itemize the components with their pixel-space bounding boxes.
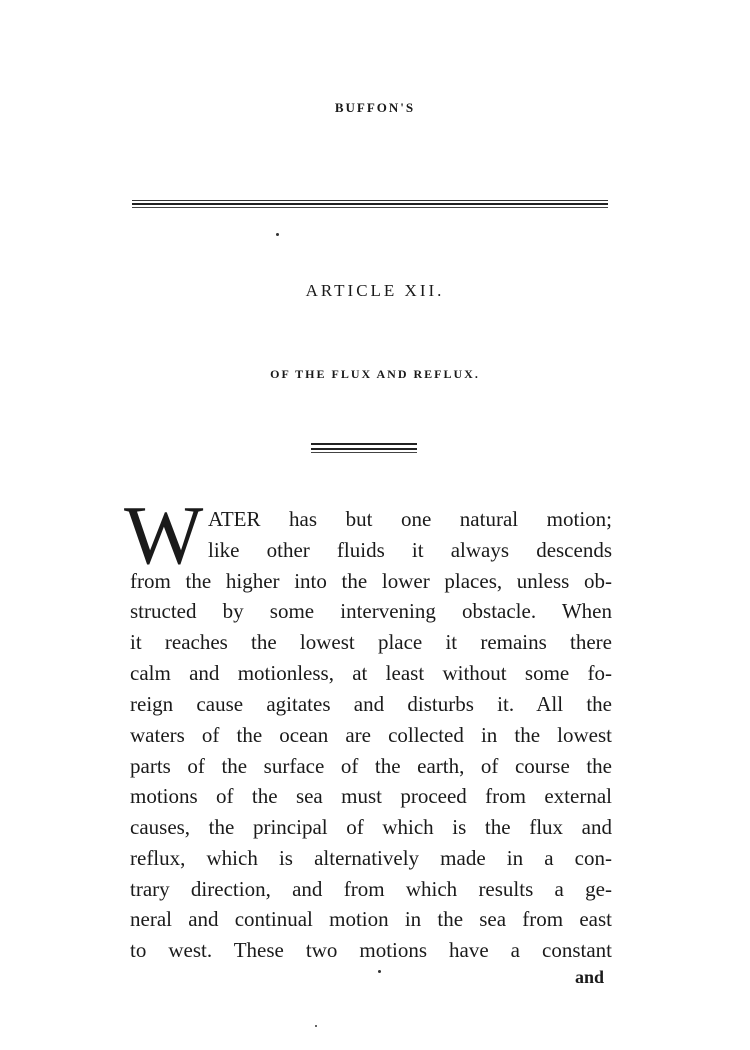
drop-cap: W bbox=[124, 489, 200, 582]
body-line: ATER has but one natural motion; bbox=[208, 507, 612, 531]
body-line: calm and motionless, at least without some fo- bbox=[130, 661, 612, 685]
body-line: like other fluids it always descends bbox=[208, 538, 612, 562]
article-subheading: OF THE FLUX AND REFLUX. bbox=[270, 367, 480, 381]
ink-speck bbox=[378, 970, 381, 973]
body-line: reign cause agitates and disturbs it. All the bbox=[130, 692, 612, 716]
header-rule bbox=[132, 200, 608, 208]
catchword: and bbox=[575, 967, 605, 987]
body-line: reflux, which is alternatively made in a con- bbox=[130, 846, 612, 870]
ink-speck bbox=[276, 233, 279, 236]
body-line: waters of the ocean are collected in the lowest bbox=[130, 723, 612, 747]
body-line: to west. These two motions have a constant bbox=[130, 938, 612, 962]
ink-speck bbox=[315, 1025, 317, 1027]
body-line: parts of the surface of the earth, of course the bbox=[130, 754, 612, 778]
body-line: trary direction, and from which results a ge- bbox=[130, 877, 612, 901]
body-line: motions of the sea must proceed from external bbox=[130, 784, 612, 808]
body-line: structed by some intervening obstacle. When bbox=[130, 599, 612, 623]
running-head: BUFFON'S bbox=[334, 100, 416, 115]
body-line: from the higher into the lower places, unless ob- bbox=[130, 569, 612, 593]
body-line: neral and continual motion in the sea from east bbox=[130, 907, 612, 931]
section-rule bbox=[311, 443, 417, 453]
body-line: it reaches the lowest place it remains there bbox=[130, 630, 612, 654]
article-heading: ARTICLE XII. bbox=[305, 281, 445, 300]
body-line: causes, the principal of which is the flux and bbox=[130, 815, 612, 839]
